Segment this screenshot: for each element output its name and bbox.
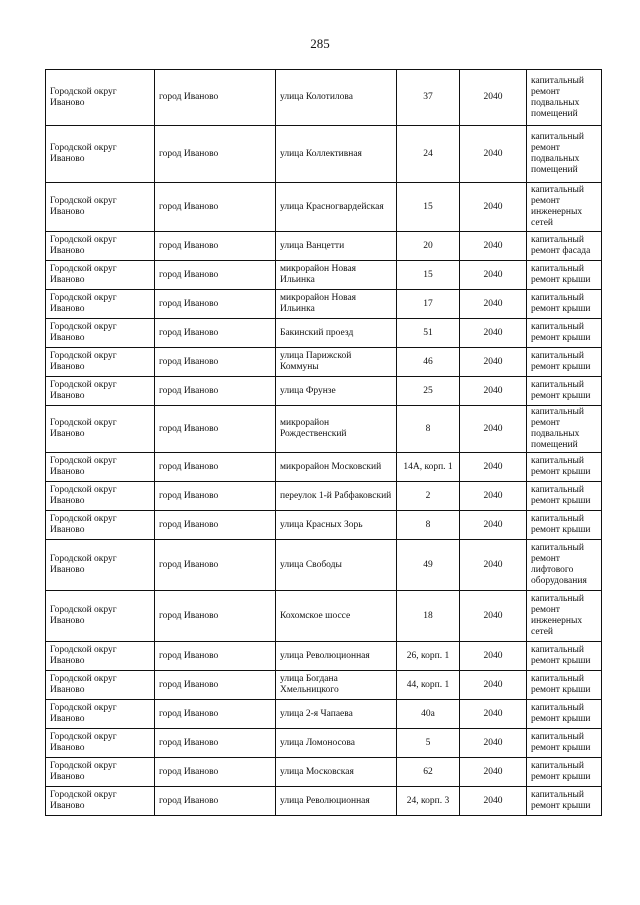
- district-cell: Городской округ Иваново: [46, 540, 155, 591]
- work-type-cell: капитальный ремонт подвальных помещений: [527, 406, 602, 453]
- street-cell: улица Колотилова: [276, 70, 397, 126]
- table-row: [46, 591, 602, 642]
- work-type-cell: капитальный ремонт инженерных сетей: [527, 591, 602, 642]
- house-number-cell: 62: [397, 758, 460, 787]
- table-row: [46, 671, 602, 700]
- district-cell: Городской округ Иваново: [46, 482, 155, 511]
- table-row: [46, 700, 602, 729]
- house-number-cell: 24, корп. 3: [397, 787, 460, 816]
- year-cell: 2040: [460, 671, 527, 700]
- page-number: 285: [310, 36, 330, 51]
- house-number-cell: 18: [397, 591, 460, 642]
- district-cell: Городской округ Иваново: [46, 758, 155, 787]
- work-type-cell: капитальный ремонт крыши: [527, 319, 602, 348]
- house-number-cell: 2: [397, 482, 460, 511]
- table-row: [46, 348, 602, 377]
- year-cell: 2040: [460, 348, 527, 377]
- district-cell: Городской округ Иваново: [46, 406, 155, 453]
- district-cell: Городской округ Иваново: [46, 348, 155, 377]
- year-cell: 2040: [460, 700, 527, 729]
- city-cell: город Иваново: [155, 126, 276, 183]
- street-cell: улица 2-я Чапаева: [276, 700, 397, 729]
- table-row: [46, 482, 602, 511]
- work-type-cell: капитальный ремонт крыши: [527, 511, 602, 540]
- street-cell: улица Фрунзе: [276, 377, 397, 406]
- city-cell: город Иваново: [155, 406, 276, 453]
- table-row: [46, 319, 602, 348]
- house-number-cell: 5: [397, 729, 460, 758]
- house-number-cell: 46: [397, 348, 460, 377]
- street-cell: улица Ломоносова: [276, 729, 397, 758]
- work-type-cell: капитальный ремонт крыши: [527, 642, 602, 671]
- district-cell: Городской округ Иваново: [46, 511, 155, 540]
- table-row: [46, 70, 602, 126]
- year-cell: 2040: [460, 377, 527, 406]
- house-number-cell: 37: [397, 70, 460, 126]
- district-cell: Городской округ Иваново: [46, 232, 155, 261]
- work-type-cell: капитальный ремонт крыши: [527, 671, 602, 700]
- street-cell: микрорайон Рождественский: [276, 406, 397, 453]
- year-cell: 2040: [460, 70, 527, 126]
- house-number-cell: 17: [397, 290, 460, 319]
- street-cell: микрорайон Новая Ильинка: [276, 290, 397, 319]
- city-cell: город Иваново: [155, 591, 276, 642]
- table-row: [46, 183, 602, 232]
- table-row: [46, 787, 602, 816]
- table-row: [46, 232, 602, 261]
- house-number-cell: 20: [397, 232, 460, 261]
- year-cell: 2040: [460, 232, 527, 261]
- work-type-cell: капитальный ремонт крыши: [527, 348, 602, 377]
- year-cell: 2040: [460, 642, 527, 671]
- city-cell: город Иваново: [155, 671, 276, 700]
- city-cell: город Иваново: [155, 642, 276, 671]
- house-number-cell: 49: [397, 540, 460, 591]
- district-cell: Городской округ Иваново: [46, 377, 155, 406]
- street-cell: улица Коллективная: [276, 126, 397, 183]
- city-cell: город Иваново: [155, 183, 276, 232]
- table-row: [46, 406, 602, 453]
- district-cell: Городской округ Иваново: [46, 671, 155, 700]
- work-type-cell: капитальный ремонт крыши: [527, 453, 602, 482]
- city-cell: город Иваново: [155, 70, 276, 126]
- city-cell: город Иваново: [155, 319, 276, 348]
- street-cell: улица Красногвардейская: [276, 183, 397, 232]
- city-cell: город Иваново: [155, 261, 276, 290]
- table-row: [46, 377, 602, 406]
- table-row: [46, 261, 602, 290]
- city-cell: город Иваново: [155, 377, 276, 406]
- table-row: [46, 290, 602, 319]
- street-cell: Бакинский проезд: [276, 319, 397, 348]
- year-cell: 2040: [460, 591, 527, 642]
- street-cell: микрорайон Московский: [276, 453, 397, 482]
- district-cell: Городской округ Иваново: [46, 183, 155, 232]
- year-cell: 2040: [460, 758, 527, 787]
- city-cell: город Иваново: [155, 290, 276, 319]
- street-cell: улица Парижской Коммуны: [276, 348, 397, 377]
- city-cell: город Иваново: [155, 729, 276, 758]
- district-cell: Городской округ Иваново: [46, 70, 155, 126]
- city-cell: город Иваново: [155, 511, 276, 540]
- street-cell: Кохомское шоссе: [276, 591, 397, 642]
- table-row: [46, 729, 602, 758]
- street-cell: улица Революционная: [276, 787, 397, 816]
- house-number-cell: 24: [397, 126, 460, 183]
- year-cell: 2040: [460, 290, 527, 319]
- work-type-cell: капитальный ремонт крыши: [527, 729, 602, 758]
- house-number-cell: 40а: [397, 700, 460, 729]
- table-body: [46, 70, 602, 816]
- table-row: [46, 758, 602, 787]
- work-type-cell: капитальный ремонт крыши: [527, 700, 602, 729]
- work-type-cell: капитальный ремонт крыши: [527, 787, 602, 816]
- district-cell: Городской округ Иваново: [46, 319, 155, 348]
- district-cell: Городской округ Иваново: [46, 642, 155, 671]
- city-cell: город Иваново: [155, 453, 276, 482]
- work-type-cell: капитальный ремонт лифтового оборудования: [527, 540, 602, 591]
- work-type-cell: капитальный ремонт крыши: [527, 482, 602, 511]
- street-cell: микрорайон Новая Ильинка: [276, 261, 397, 290]
- house-number-cell: 25: [397, 377, 460, 406]
- street-cell: переулок 1-й Рабфаковский: [276, 482, 397, 511]
- work-type-cell: капитальный ремонт подвальных помещений: [527, 70, 602, 126]
- city-cell: город Иваново: [155, 700, 276, 729]
- work-type-cell: капитальный ремонт фасада: [527, 232, 602, 261]
- work-type-cell: капитальный ремонт крыши: [527, 377, 602, 406]
- street-cell: улица Московская: [276, 758, 397, 787]
- district-cell: Городской округ Иваново: [46, 290, 155, 319]
- street-cell: улица Свободы: [276, 540, 397, 591]
- house-number-cell: 8: [397, 406, 460, 453]
- year-cell: 2040: [460, 453, 527, 482]
- work-type-cell: капитальный ремонт крыши: [527, 758, 602, 787]
- year-cell: 2040: [460, 319, 527, 348]
- table-row: [46, 453, 602, 482]
- house-number-cell: 8: [397, 511, 460, 540]
- district-cell: Городской округ Иваново: [46, 787, 155, 816]
- house-number-cell: 15: [397, 261, 460, 290]
- work-type-cell: капитальный ремонт крыши: [527, 261, 602, 290]
- table-row: [46, 126, 602, 183]
- year-cell: 2040: [460, 183, 527, 232]
- work-type-cell: капитальный ремонт крыши: [527, 290, 602, 319]
- year-cell: 2040: [460, 540, 527, 591]
- year-cell: 2040: [460, 261, 527, 290]
- house-number-cell: 26, корп. 1: [397, 642, 460, 671]
- city-cell: город Иваново: [155, 232, 276, 261]
- street-cell: улица Ванцетти: [276, 232, 397, 261]
- house-number-cell: 14А, корп. 1: [397, 453, 460, 482]
- street-cell: улица Богдана Хмельницкого: [276, 671, 397, 700]
- year-cell: 2040: [460, 511, 527, 540]
- street-cell: улица Революционная: [276, 642, 397, 671]
- work-type-cell: капитальный ремонт подвальных помещений: [527, 126, 602, 183]
- district-cell: Городской округ Иваново: [46, 126, 155, 183]
- table-row: [46, 540, 602, 591]
- year-cell: 2040: [460, 126, 527, 183]
- city-cell: город Иваново: [155, 540, 276, 591]
- table-row: [46, 511, 602, 540]
- district-cell: Городской округ Иваново: [46, 591, 155, 642]
- district-cell: Городской округ Иваново: [46, 453, 155, 482]
- table-row: [46, 642, 602, 671]
- year-cell: 2040: [460, 729, 527, 758]
- district-cell: Городской округ Иваново: [46, 700, 155, 729]
- city-cell: город Иваново: [155, 787, 276, 816]
- city-cell: город Иваново: [155, 482, 276, 511]
- house-number-cell: 44, корп. 1: [397, 671, 460, 700]
- year-cell: 2040: [460, 482, 527, 511]
- housing-repair-table: [45, 69, 602, 816]
- city-cell: город Иваново: [155, 348, 276, 377]
- work-type-cell: капитальный ремонт инженерных сетей: [527, 183, 602, 232]
- district-cell: Городской округ Иваново: [46, 729, 155, 758]
- year-cell: 2040: [460, 787, 527, 816]
- house-number-cell: 51: [397, 319, 460, 348]
- house-number-cell: 15: [397, 183, 460, 232]
- city-cell: город Иваново: [155, 758, 276, 787]
- district-cell: Городской округ Иваново: [46, 261, 155, 290]
- year-cell: 2040: [460, 406, 527, 453]
- street-cell: улица Красных Зорь: [276, 511, 397, 540]
